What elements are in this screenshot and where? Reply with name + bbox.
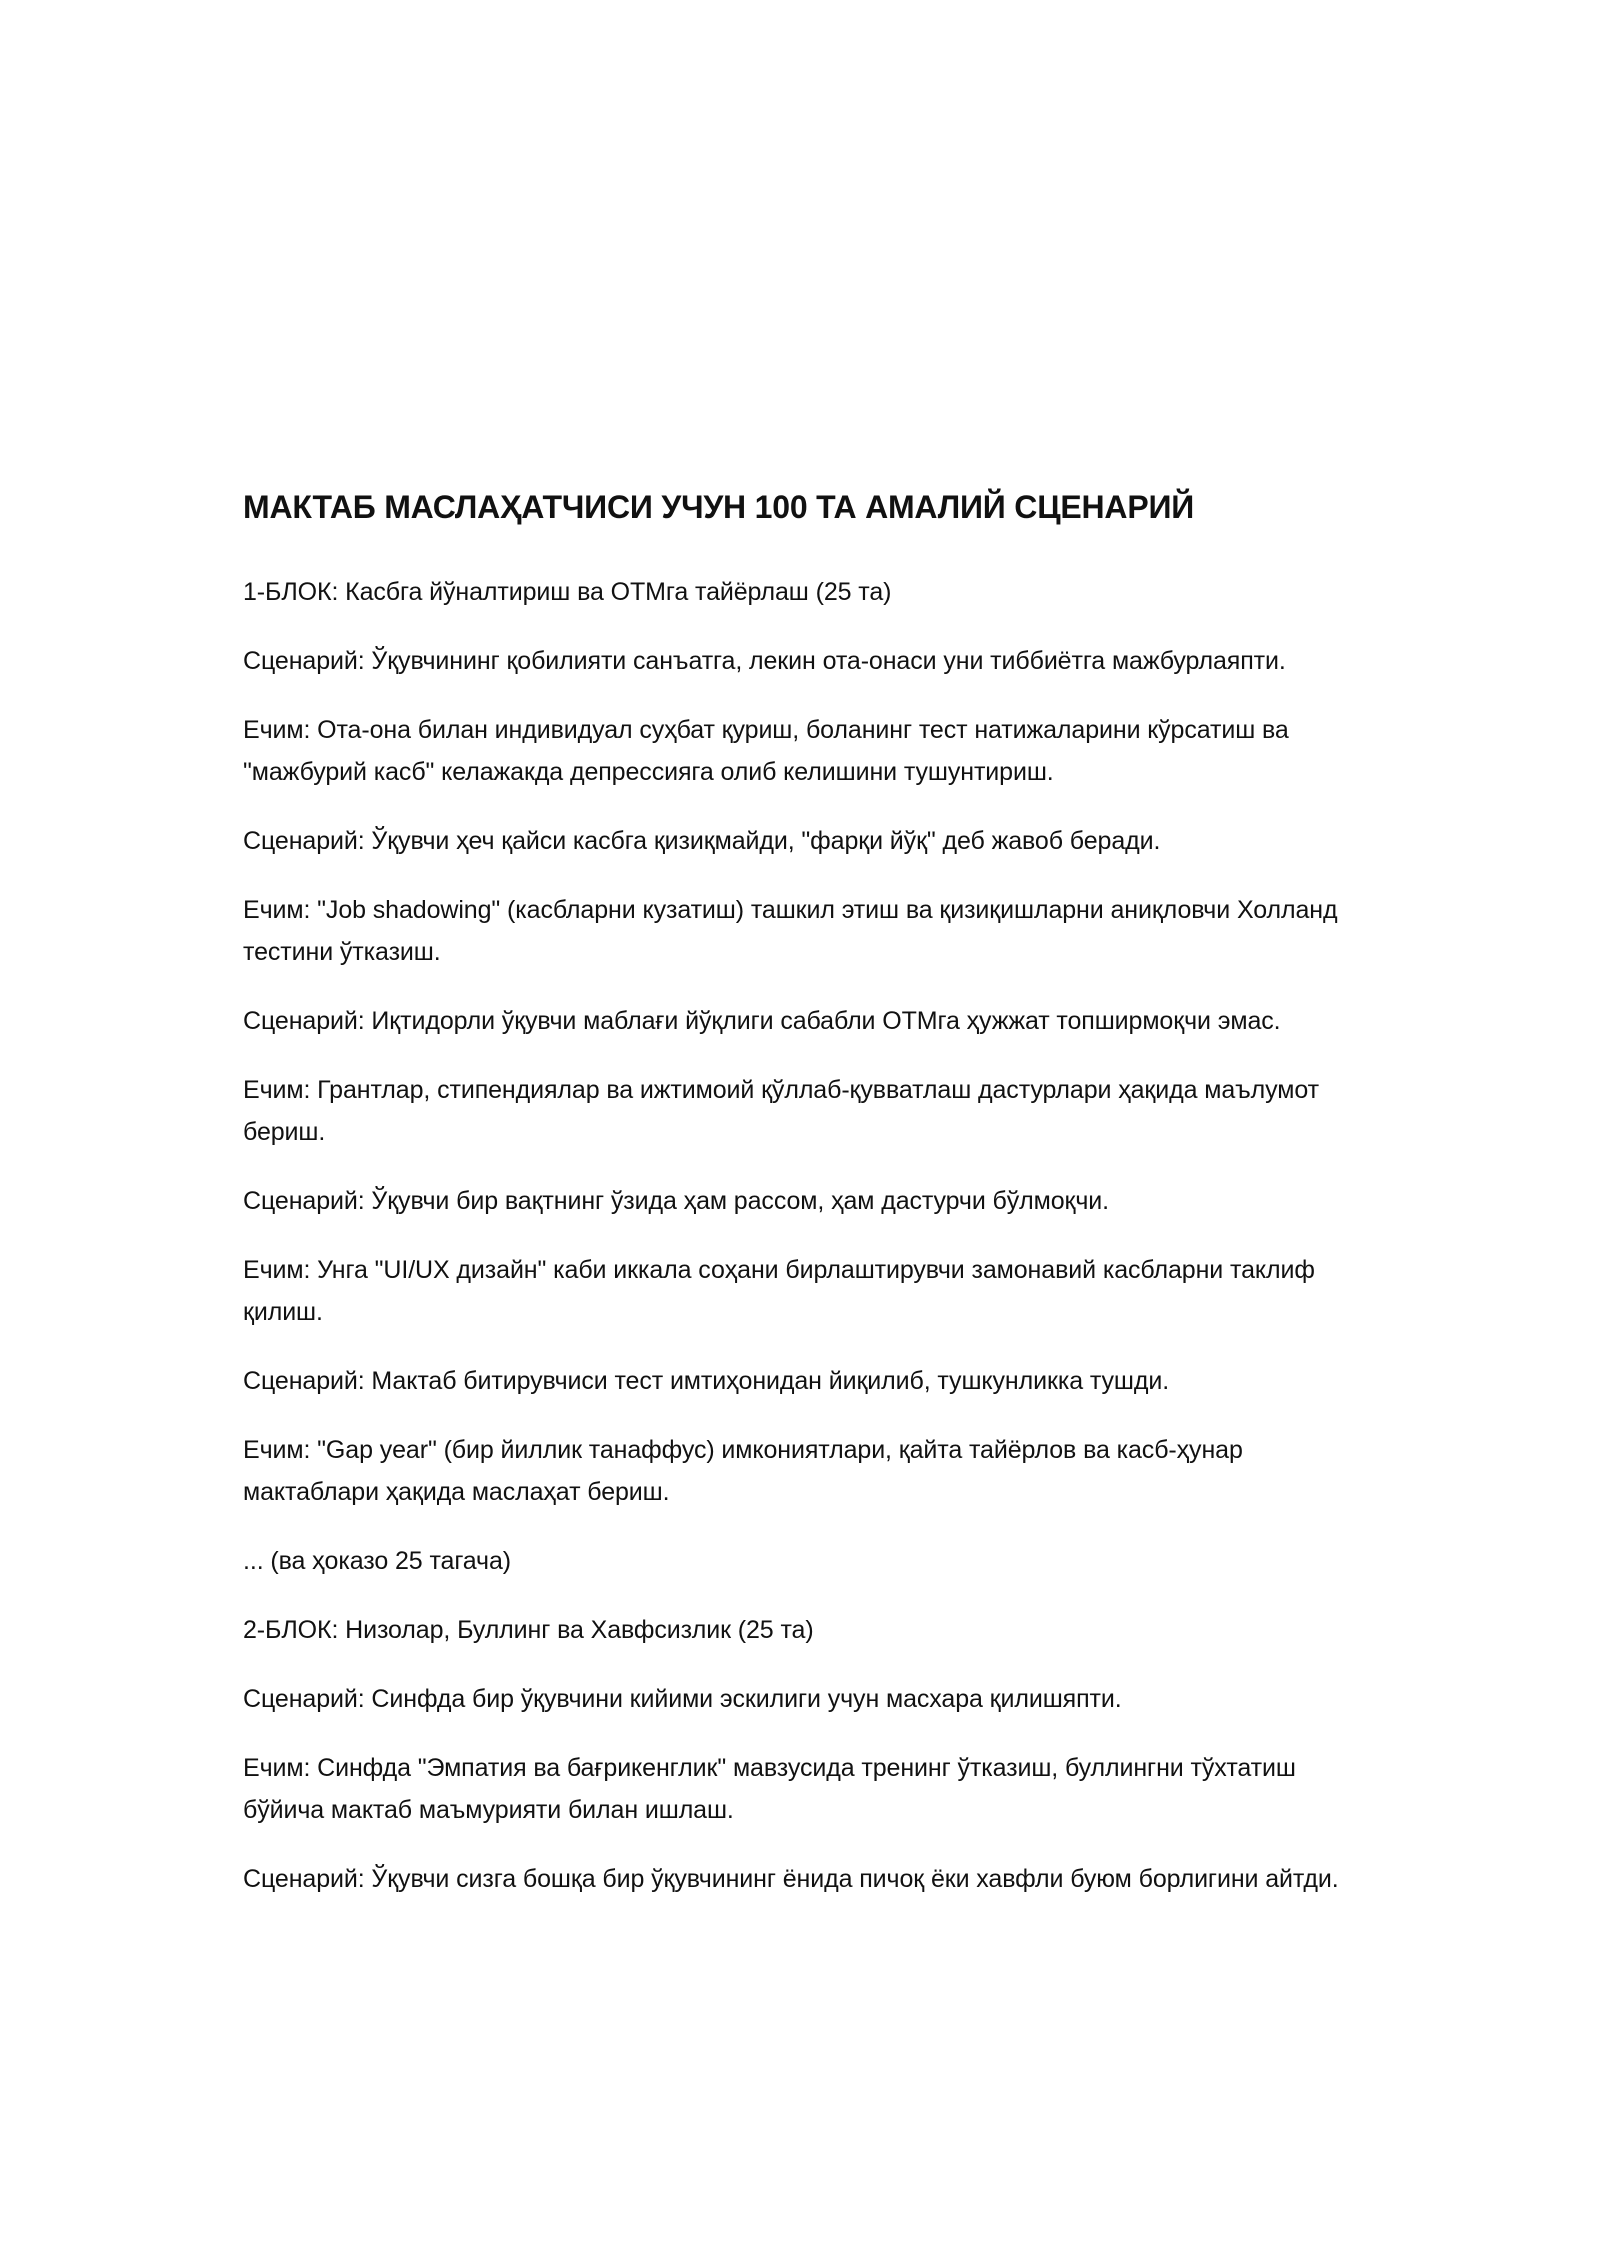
scenario-text: Сценарий: Ўқувчи ҳеч қайси касбга қизиқмайди, "фарқи йўқ" деб жавоб беради. [243, 827, 1161, 855]
solution-text: Ечим: Синфда "Эмпатия ва бағрикенглик" мавзусида тренинг ўтказиш, буллингни тўхтатиш бўйича мактаб маъмурияти билан ишлаш. [243, 1754, 1296, 1824]
scenario-text: Сценарий: Мактаб битирувчиси тест имтиҳонидан йиқилиб, тушкунликка тушди. [243, 1367, 1170, 1395]
block-heading: 1-БЛОК: Касбга йўналтириш ва ОТМга тайёрлаш (25 та) [243, 578, 892, 606]
continuation-note: ... (ва ҳоказо 25 тагача) [243, 1547, 512, 1575]
scenario-text: Сценарий: Ўқувчи бир вақтнинг ўзида ҳам рассом, ҳам дастурчи бўлмоқчи. [243, 1187, 1110, 1215]
solution-text: Ечим: "Job shadowing" (касбларни кузатиш) ташкил этиш ва қизиқишларни аниқловчи Холланд тестини ўтказиш. [243, 896, 1338, 966]
solution-text: Ечим: "Gap year" (бир йиллик танаффус) имкониятлари, қайта тайёрлов ва касб-ҳунар мактаблари ҳақида маслаҳат бериш. [243, 1436, 1243, 1506]
solution-text: Ечим: Грантлар, стипендиялар ва ижтимоий қўллаб-қувватлаш дастурлари ҳақида маълумот бериш. [243, 1076, 1319, 1146]
scenario-text: Сценарий: Ўқувчининг қобилияти санъатга, лекин ота-онаси уни тиббиётга мажбурлаяпти. [243, 647, 1286, 675]
document-body [243, 486, 1383, 1927]
scenario-text: Сценарий: Иқтидорли ўқувчи маблағи йўқлиги сабабли ОТМга ҳужжат топширмоқчи эмас. [243, 1007, 1281, 1035]
block-heading: 2-БЛОК: Низолар, Буллинг ва Хавфсизлик (25 та) [243, 1616, 814, 1644]
scenario-text: Сценарий: Ўқувчи сизга бошқа бир ўқувчининг ёнида пичоқ ёки хавфли буюм борлигини айтди. [243, 1865, 1339, 1893]
solution-text: Ечим: Унга "UI/UX дизайн" каби иккала соҳани бирлаштирувчи замонавий касбларни таклиф қилиш. [243, 1256, 1315, 1326]
scenario-text: Сценарий: Синфда бир ўқувчини кийими эскилиги учун масхара қилишяпти. [243, 1685, 1122, 1713]
solution-text: Ечим: Ота-она билан индивидуал суҳбат қуриш, боланинг тест натижаларини кўрсатиш ва "мажбурий касб" келажакда депрессияга олиб келишини тушунтириш. [243, 716, 1289, 786]
document-title: МАКТАБ МАСЛАҲАТЧИСИ УЧУН 100 ТА АМАЛИЙ СЦЕНАРИЙ [243, 489, 1195, 525]
